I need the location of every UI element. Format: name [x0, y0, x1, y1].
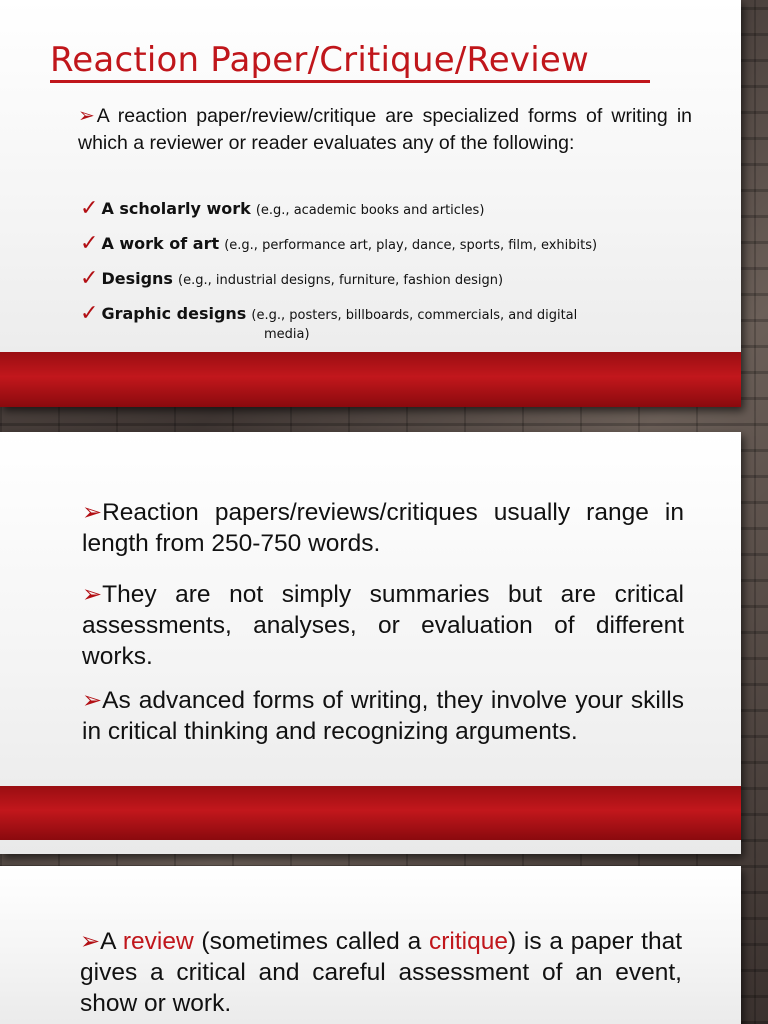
- item-term: Designs: [101, 269, 173, 288]
- list-item: [80, 231, 680, 256]
- checkmark-icon: ✓: [80, 196, 99, 221]
- checkmark-icon: ✓: [80, 231, 99, 256]
- slide-title: Reaction Paper/Critique/Review: [50, 40, 589, 80]
- red-footer-band: [0, 786, 741, 840]
- item-term: A scholarly work: [101, 199, 251, 218]
- definition-paragraph: [80, 926, 682, 1019]
- bullet-text: As advanced forms of writing, they involve your skills in critical thinking and recognizing arguments.: [82, 687, 684, 745]
- item-detail: (e.g., performance art, play, dance, sports, film, exhibits): [224, 238, 598, 253]
- list-item: [80, 196, 680, 221]
- item-detail: (e.g., academic books and articles): [255, 203, 485, 218]
- item-detail: (e.g., industrial designs, furniture, fashion design): [178, 273, 504, 288]
- bullet-point: [82, 685, 684, 747]
- checkmark-icon: ✓: [80, 266, 99, 291]
- checkmark-icon: ✓: [80, 301, 99, 326]
- evaluated-items-list: [80, 196, 680, 352]
- definition-text-part: A: [100, 928, 123, 955]
- bullet-point: [82, 497, 684, 559]
- slide-reaction-paper-overview: [0, 0, 741, 407]
- intro-paragraph: [78, 102, 692, 157]
- item-detail-continued: media): [264, 327, 310, 342]
- item-detail: (e.g., posters, billboards, commercials, and digital: [251, 308, 578, 323]
- arrowhead-bullet-icon: ➢: [80, 927, 101, 955]
- arrowhead-bullet-icon: ➢: [82, 686, 103, 714]
- intro-text: A reaction paper/review/critique are specialized forms of writing in which a reviewer or reader evaluates any of the following:: [78, 105, 692, 154]
- definition-text-part: (sometimes called a: [193, 928, 429, 955]
- bullet-text: Reaction papers/reviews/critiques usually range in length from 250-750 words.: [82, 499, 684, 557]
- item-term: Graphic designs: [101, 304, 247, 323]
- title-underline: [50, 80, 650, 83]
- highlight-review: review: [122, 928, 194, 955]
- definition-text-part: ) is a paper that gives a critical and careful assessment of an event, show or work.: [80, 928, 683, 1017]
- red-footer-band: [0, 352, 741, 407]
- arrowhead-bullet-icon: ➢: [78, 103, 95, 127]
- list-item: [80, 301, 680, 342]
- arrowhead-bullet-icon: ➢: [82, 580, 103, 608]
- list-item: [80, 266, 680, 291]
- bullet-point: [82, 579, 684, 672]
- arrowhead-bullet-icon: ➢: [82, 498, 103, 526]
- item-term: A work of art: [101, 234, 220, 253]
- highlight-critique: critique: [428, 928, 508, 955]
- bullet-text: They are not simply summaries but are critical assessments, analyses, or evaluation of different works.: [82, 581, 684, 670]
